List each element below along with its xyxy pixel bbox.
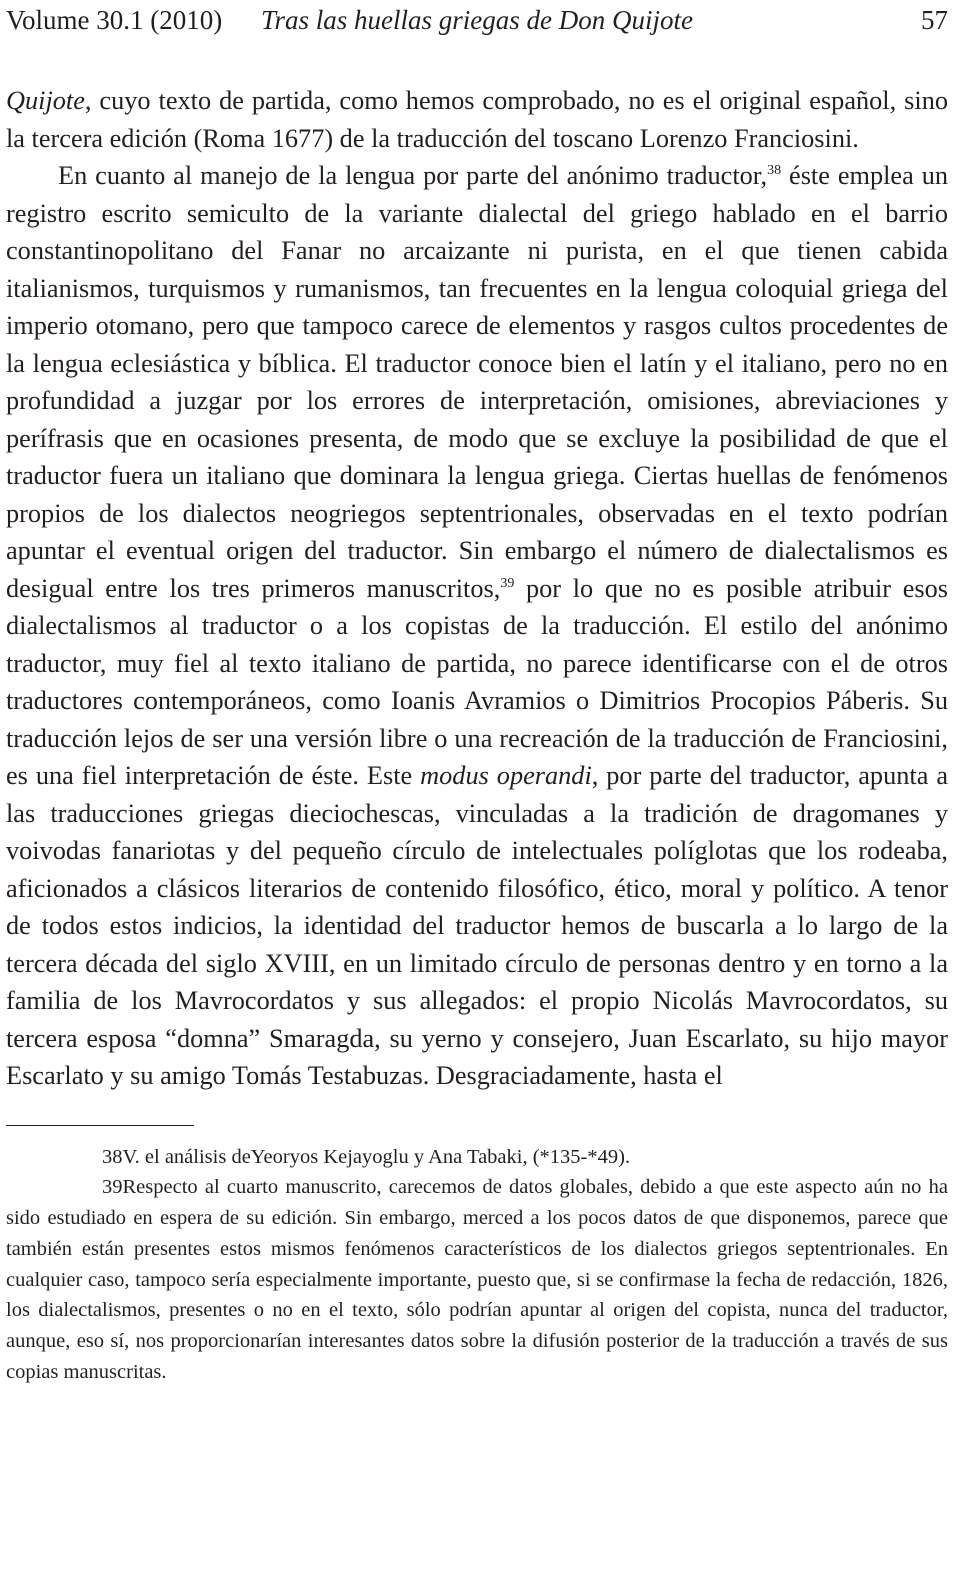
footnote-38	[6, 1142, 948, 1173]
paragraph-2	[6, 157, 948, 1095]
paragraph-1-text: , cuyo texto de partida, como hemos comprobado, no es el original español, sino la tercera edición (Roma 1677) de la traducción del toscano Lorenzo Franciosini.	[6, 86, 948, 153]
paragraph-2-part-1: En cuanto al manejo de la lengua por parte del anónimo traductor,	[58, 161, 768, 190]
footnotes	[6, 1142, 948, 1388]
footnote-separator	[6, 1125, 194, 1126]
paragraph-2-part-3: por lo que no es posible atribuir esos dialectalismos al traductor o a los copistas de la traducción. El estilo del anónimo traductor, muy fiel al texto italiano de partida, no parece identificarse con el de otros traductores contemporáneos, como Ioanis Avramios o Dimitrios Procopios Páberis. Su traducción lejos de ser una versión libre o una recreación de la traducción de Franciosini, es una fiel interpretación de éste. Este	[6, 573, 948, 790]
body-text	[6, 82, 948, 1095]
footnote-39	[6, 1172, 948, 1388]
paragraph-2-part-4: , por parte del traductor, apunta a las traducciones griegas dieciochescas, vinculadas a la tradición de dragomanes y voivodas fanariotas y del pequeño círculo de intelectuales políglotas que los rodeaba, aficionados a clásicos literarios de contenido filosófico, ético, moral y político. A tenor de todos estos indicios, la identidad del traductor hemos de buscarla a lo largo de la tercera década del siglo XVIII, en un limitado círculo de personas dentro y en torno a la familia de los Mavrocordatos y sus allegados: el propio Nicolás Mavrocordatos, su tercera esposa “domna” Smaragda, su yerno y consejero, Juan Escarlato, su hijo mayor Escarlato y su amigo Tomás Testabuzas. Desgraciadamente, hasta el	[6, 761, 948, 1090]
footnote-text: Respecto al cuarto manuscrito, carecemos de datos globales, debido a que este aspecto aún no ha sido estudiado en espera de su edición. Sin embargo, merced a los pocos datos de que disponemos, parece que también están presentes estos mismos fenómenos característicos de los dialectos griegos septentrionales. En cualquier caso, tampoco sería especialmente importante, puesto que, si se confirmase la fecha de redacción, 1826, los dialectalismos, presentes o no en el texto, sólo podrían apuntar al origen del copista, nunca del traductor, aunque, eso sí, nos proporcionarían interesantes datos sobre la difusión posterior de la traducción a través de sus copias manuscritas.	[6, 1176, 948, 1384]
italic-quijote: Quijote	[6, 86, 85, 115]
footnote-text: V. el análisis deYeoryos Kejayoglu y Ana Tabaki, (*135-*49).	[122, 1145, 631, 1168]
footnote-number: 39	[102, 1176, 123, 1199]
footnote-ref-39[interactable]: 39	[500, 575, 515, 591]
italic-modus-operandi: modus operandi	[420, 761, 592, 790]
volume-label: Volume 30.1 (2010)	[6, 5, 223, 35]
footnote-ref-38[interactable]: 38	[767, 163, 782, 178]
running-head	[6, 0, 948, 40]
running-title: Tras las huellas griegas de Don Quijote	[260, 5, 693, 35]
footnote-number: 38	[102, 1145, 123, 1168]
paragraph-2-part-2: éste emplea un registro escrito semiculto de la variante dialectal del griego hablado en el barrio constantinopolitano del Fanar no arcaizante ni purista, en el que tienen cabida italianismos, turquismos y rumanismos, tan frecuentes en la lengua coloquial griega del imperio otomano, pero que tampoco carece de elementos y rasgos cultos procedentes de la lengua eclesiástica y bíblica. El traductor conoce bien el latín y el italiano, pero no en profundidad a juzgar por los errores de interpretación, omisiones, abreviaciones y perífrasis que en ocasiones presenta, de modo que se excluye la posibilidad de que el traductor fuera un italiano que dominara la lengua griega. Ciertas huellas de fenómenos propios de los dialectos neogriegos septentrionales, observadas en el texto podrían apuntar el eventual origen del traductor. Sin embargo el número de dialectalismos es desigual entre los tres primeros manuscritos,	[6, 161, 949, 603]
page-number: 57	[921, 5, 948, 35]
journal-page	[6, 0, 948, 1388]
paragraph-1	[6, 82, 948, 157]
